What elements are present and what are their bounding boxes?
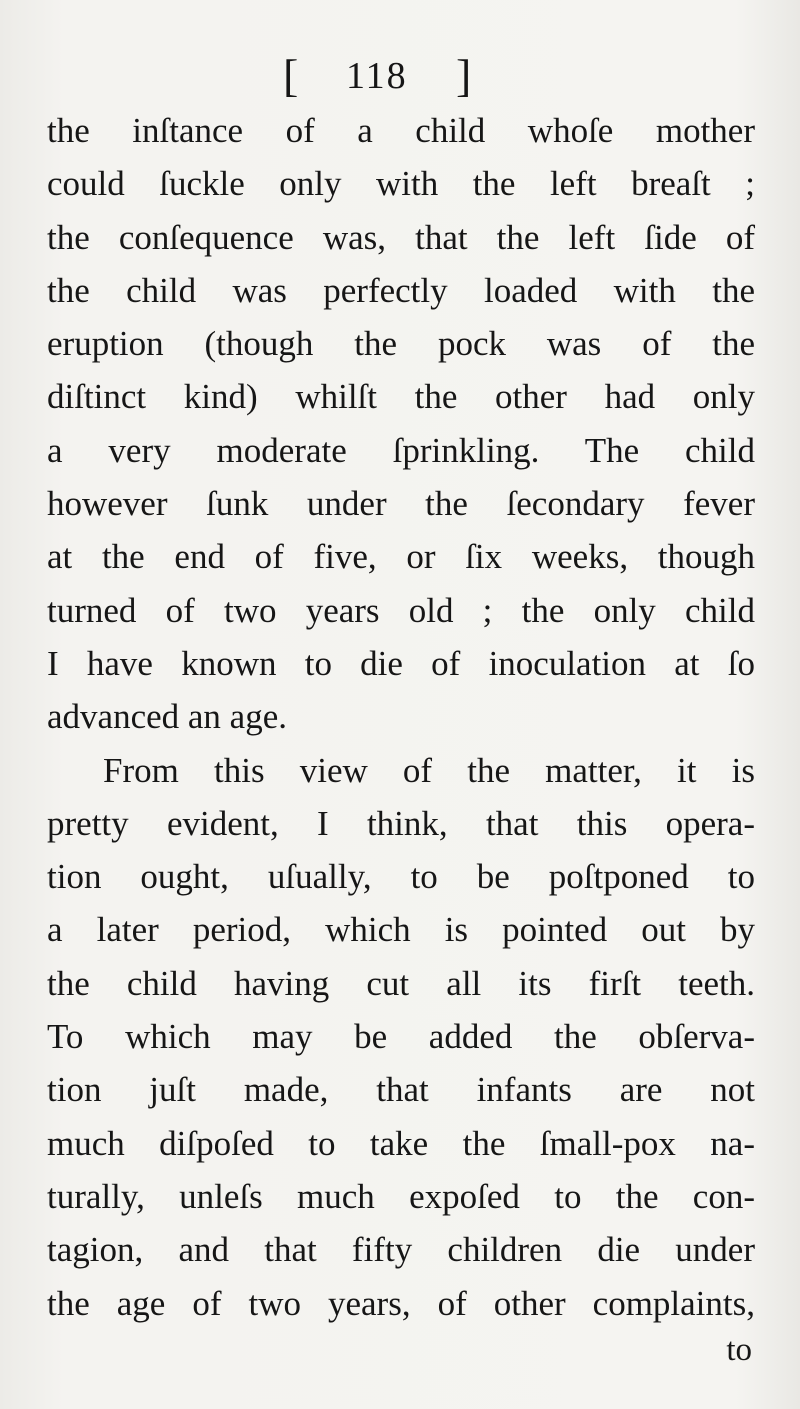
text-line: could ſuckle only with the left breaſt ; (47, 164, 755, 204)
text-line: the child was perfectly loaded with the (47, 270, 755, 310)
text-line: pretty evident, I think, that this opera- (47, 803, 755, 843)
text-line: tion ought, uſually, to be poſtponed to (47, 857, 755, 897)
text-line: To which may be added the obſerva- (47, 1017, 755, 1057)
text-line: From this view of the matter, it is (103, 750, 755, 790)
page-header (0, 46, 800, 106)
page-number-bracket-right: ] (456, 50, 472, 101)
text-line: the conſequence was, that the left ſide of (47, 217, 755, 257)
text-line: the child having cut all its firſt teeth. (47, 963, 755, 1003)
text-line: the age of two years, of other complaints, (47, 1283, 755, 1323)
body-text (47, 104, 755, 1330)
text-line: at the end of five, or ſix weeks, though (47, 537, 755, 577)
text-line: however ſunk under the ſecondary fever (47, 484, 755, 524)
page-number-bracket-left: [ (283, 50, 299, 101)
text-line: a very moderate ſprinkling. The child (47, 430, 755, 470)
text-line: a later period, which is pointed out by (47, 910, 755, 950)
text-line: the inſtance of a child whoſe mother (47, 111, 755, 150)
catchword: to (726, 1332, 752, 1368)
text-line: turally, unleſs much expoſed to the con- (47, 1176, 755, 1216)
text-line: much diſpoſed to take the ſmall-pox na- (47, 1123, 755, 1163)
text-line: eruption (though the pock was of the (47, 324, 755, 364)
text-line: advanced an age. (47, 697, 287, 737)
text-line: turned of two years old ; the only child (47, 590, 755, 630)
text-line: tagion, and that fifty children die under (47, 1230, 755, 1270)
text-line: I have known to die of inoculation at ſo (47, 643, 755, 683)
text-line: diſtinct kind) whilſt the other had only (47, 377, 755, 417)
page-number: 118 (346, 55, 408, 97)
text-line: tion juſt made, that infants are not (47, 1070, 755, 1110)
